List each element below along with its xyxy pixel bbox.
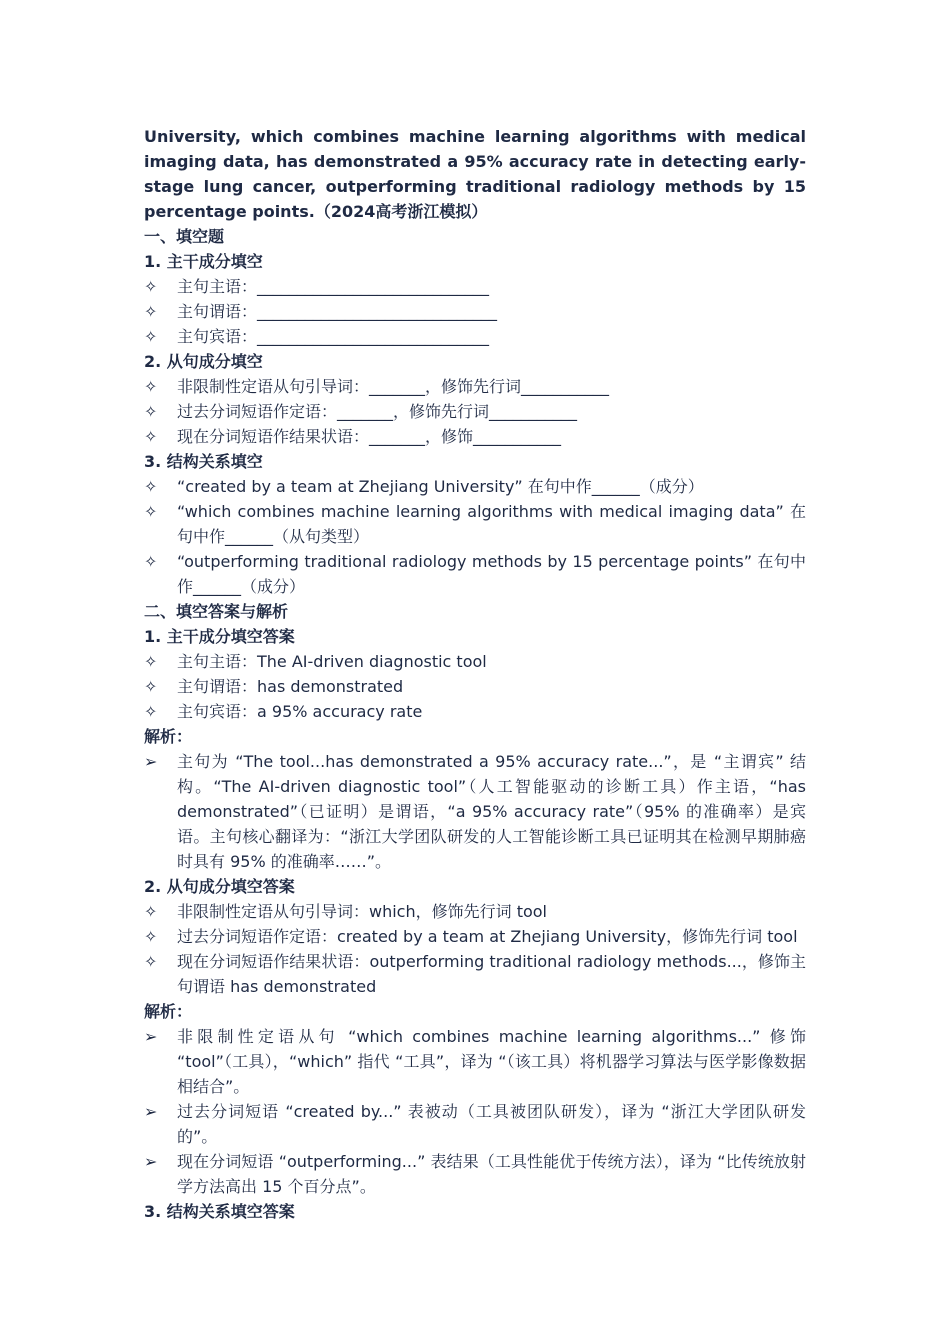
part2-s1-title: 1. 主干成分填空答案 <box>144 627 295 646</box>
diamond-bullet-icon: ✧ <box>144 327 158 346</box>
part2-title: 二、填空答案与解析 <box>144 602 289 621</box>
diamond-bullet-icon: ✧ <box>144 502 158 521</box>
diamond-bullet-icon: ✧ <box>144 377 158 396</box>
diamond-bullet-icon: ✧ <box>144 302 158 321</box>
diamond-bullet-icon: ✧ <box>144 552 158 571</box>
list-item: ✧ 主句宾语：_____________________________ <box>144 324 806 349</box>
part1-s2-title: 2. 从句成分填空 <box>144 352 263 371</box>
list-item: ✧ 主句主语：The AI-driven diagnostic tool <box>144 649 806 674</box>
list-item: ✧ 非限制性定语从句引导词：_______，修饰先行词___________ <box>144 374 806 399</box>
diamond-bullet-icon: ✧ <box>144 927 158 946</box>
list-item: ✧ 主句宾语：a 95% accuracy rate <box>144 699 806 724</box>
list-item: ✧ “outperforming traditional radiology methods by 15 percentage points” 在句中作______（成分） <box>144 549 806 599</box>
list-item: ✧ 主句主语：_____________________________ <box>144 274 806 299</box>
arrow-bullet-icon: ➢ <box>144 752 158 771</box>
list-item: ✧ 非限制性定语从句引导词：which，修饰先行词 tool <box>144 899 806 924</box>
part2-s3-title: 3. 结构关系填空答案 <box>144 1202 295 1221</box>
intro-sentence: University, which combines machine learning algorithms with medical imaging data, has demonstrated a 95% accuracy rate in detecting early-stage lung cancer, outperforming traditional radiology methods by 15 percentage points.（2024高考浙江模拟） <box>144 127 806 221</box>
list-item: ✧ 主句谓语：______________________________ <box>144 299 806 324</box>
part2-s2-title: 2. 从句成分填空答案 <box>144 877 295 896</box>
diamond-bullet-icon: ✧ <box>144 477 158 496</box>
analysis-label: 解析： <box>144 1002 193 1021</box>
arrow-bullet-icon: ➢ <box>144 1102 158 1121</box>
document-page <box>144 124 806 1224</box>
list-item: ✧ 主句谓语：has demonstrated <box>144 674 806 699</box>
list-item: ✧ 过去分词短语作定语：_______，修饰先行词___________ <box>144 399 806 424</box>
diamond-bullet-icon: ✧ <box>144 652 158 671</box>
list-item: ✧ 过去分词短语作定语：created by a team at Zhejiang University，修饰先行词 tool <box>144 924 806 949</box>
analysis-item: ➢ 主句为 “The tool...has demonstrated a 95% accuracy rate...”，是 “主谓宾” 结构。“The AI-driven diagnostic tool”（人工智能驱动的诊断工具）作主语，“has demonstrated”（已证明）是谓语，“a 95% accuracy rate”（95% 的准确率）是宾语。主句核心翻译为：“浙江大学团队研发的人工智能诊断工具已证明其在检测早期肺癌时具有 95% 的准确率……”。 <box>144 749 806 874</box>
diamond-bullet-icon: ✧ <box>144 427 158 446</box>
arrow-bullet-icon: ➢ <box>144 1027 158 1046</box>
analysis-item: ➢ 过去分词短语 “created by...” 表被动（工具被团队研发），译为 “浙江大学团队研发的”。 <box>144 1099 806 1149</box>
part1-s3-title: 3. 结构关系填空 <box>144 452 263 471</box>
diamond-bullet-icon: ✧ <box>144 952 158 971</box>
part1-title: 一、填空题 <box>144 227 225 246</box>
list-item: ✧ “created by a team at Zhejiang University” 在句中作______（成分） <box>144 474 806 499</box>
list-item: ✧ 现在分词短语作结果状语：outperforming traditional radiology methods...，修饰主句谓语 has demonstrated <box>144 949 806 999</box>
part1-s1-title: 1. 主干成分填空 <box>144 252 263 271</box>
diamond-bullet-icon: ✧ <box>144 402 158 421</box>
diamond-bullet-icon: ✧ <box>144 677 158 696</box>
diamond-bullet-icon: ✧ <box>144 702 158 721</box>
list-item: ✧ 现在分词短语作结果状语：_______，修饰___________ <box>144 424 806 449</box>
diamond-bullet-icon: ✧ <box>144 277 158 296</box>
analysis-label: 解析： <box>144 727 193 746</box>
list-item: ✧ “which combines machine learning algorithms with medical imaging data” 在句中作______（从句类型） <box>144 499 806 549</box>
analysis-item: ➢ 非限制性定语从句 “which combines machine learning algorithms...” 修饰 “tool”（工具），“which” 指代 “工具”，译为 “（该工具）将机器学习算法与医学影像数据相结合”。 <box>144 1024 806 1099</box>
diamond-bullet-icon: ✧ <box>144 902 158 921</box>
arrow-bullet-icon: ➢ <box>144 1152 158 1171</box>
analysis-item: ➢ 现在分词短语 “outperforming...” 表结果（工具性能优于传统方法），译为 “比传统放射学方法高出 15 个百分点”。 <box>144 1149 806 1199</box>
